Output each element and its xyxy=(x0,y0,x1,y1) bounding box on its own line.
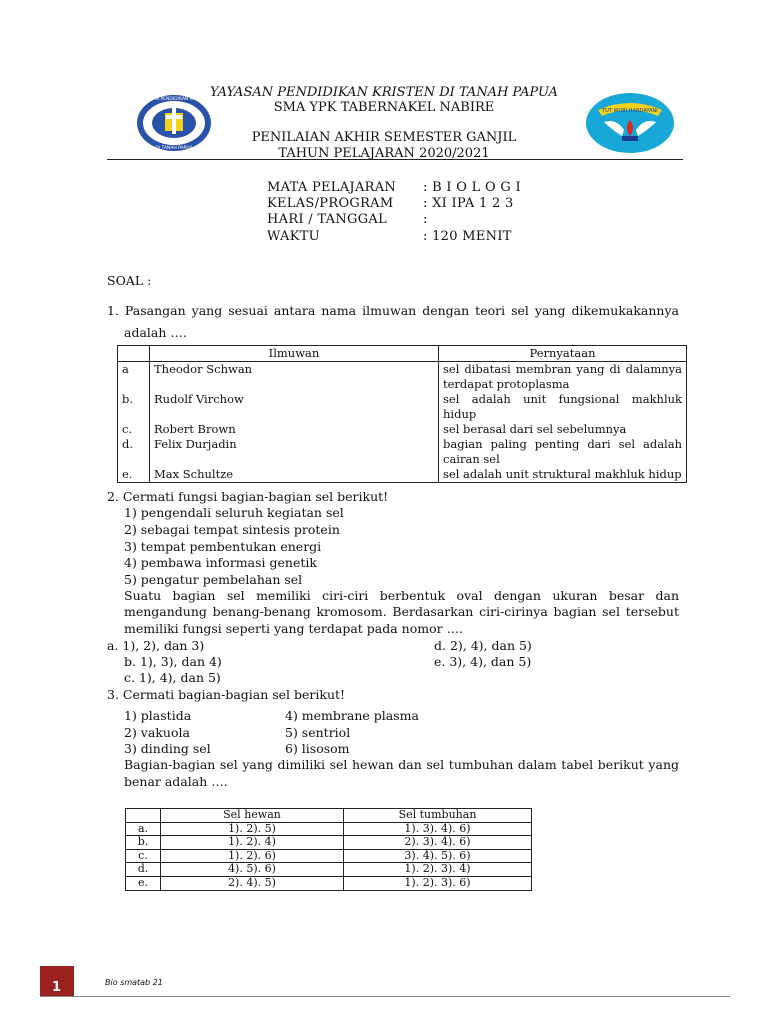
table-row: e. 2). 4). 5) 1). 2). 3). 6) xyxy=(126,876,532,890)
q3-item: 5) sentriol xyxy=(285,725,351,740)
q2-item: 5) pengatur pembelahan sel xyxy=(124,572,303,587)
col-sel-hewan: Sel hewan xyxy=(161,809,344,823)
info-class: KELAS/PROGRAM : XI IPA 1 2 3 xyxy=(267,196,514,211)
page-number: 1 xyxy=(52,980,62,995)
exam-title: PENILAIAN AKHIR SEMESTER GANJIL xyxy=(251,130,517,145)
foundation-name: YAYASAN PENDIDIKAN KRISTEN DI TANAH PAPUA xyxy=(210,85,558,100)
soal-label: SOAL : xyxy=(107,273,152,288)
q2-option-d: d. 2), 4), dan 5) xyxy=(434,638,532,653)
svg-text:YAYASAN PENDIDIKAN KRISTEN: YAYASAN PENDIDIKAN KRISTEN xyxy=(139,97,209,102)
info-date: HARI / TANGGAL : xyxy=(267,212,428,227)
q2-option-a: a. 1), 2), dan 3) xyxy=(107,638,205,653)
q3-item: 1) plastida xyxy=(124,708,192,723)
q2-option-c: c. 1), 4), dan 5) xyxy=(124,670,221,685)
table-row: a. 1). 2). 5) 1). 3). 4). 6) xyxy=(126,822,532,836)
col-ilmuwan: Ilmuwan xyxy=(150,346,439,362)
q3-paragraph-line1: Bagian-bagian sel yang dimiliki sel hewan dan sel tumbuhan dalam tabel berikut yang xyxy=(124,757,679,772)
q2-item: 1) pengendali seluruh kegiatan sel xyxy=(124,505,344,520)
info-time: WAKTU : 120 MENIT xyxy=(267,229,512,244)
table-header xyxy=(126,809,532,823)
q3-item: 6) lisosom xyxy=(285,741,350,756)
q1-text-line1: 1. Pasangan yang sesuai antara nama ilmuwan dengan teori sel yang dikemukakannya xyxy=(107,303,679,318)
q2-item: 2) sebagai tempat sintesis protein xyxy=(124,522,340,537)
q3-intro: 3. Cermati bagian-bagian sel berikut! xyxy=(107,687,346,702)
q2-paragraph-line2: mengandung benang-benang kromosom. Berdasarkan ciri-cirinya bagian sel tersebut xyxy=(124,604,679,619)
table-row: c. Robert Brown sel berasal dari sel sebelumnya xyxy=(118,422,687,437)
q2-paragraph-line1: Suatu bagian sel memiliki ciri-ciri berbentuk oval dengan ukuran besar dan xyxy=(124,588,679,603)
col-pernyataan: Pernyataan xyxy=(439,346,687,362)
q3-item: 4) membrane plasma xyxy=(285,708,419,723)
q2-item: 3) tempat pembentukan energi xyxy=(124,539,322,554)
svg-text:TUT WURI HANDAYANI: TUT WURI HANDAYANI xyxy=(602,108,658,114)
table-row: a Theodor Schwan sel dibatasi membran yang di dalamnya terdapat protoplasma xyxy=(118,362,687,393)
table-row: d. 4). 5). 6) 1). 2). 3). 4) xyxy=(126,863,532,877)
svg-text:DI TANAH PAPUA: DI TANAH PAPUA xyxy=(155,146,193,151)
q1-text-line2: adalah …. xyxy=(124,325,187,340)
q2-paragraph-line3: memiliki fungsi seperti yang terdapat pada nomor …. xyxy=(124,621,464,636)
q2-intro: 2. Cermati fungsi bagian-bagian sel berikut! xyxy=(107,489,389,504)
q2-item: 4) pembawa informasi genetik xyxy=(124,555,317,570)
q3-item: 2) vakuola xyxy=(124,725,190,740)
q2-option-e: e. 3), 4), dan 5) xyxy=(434,654,532,669)
school-name: SMA YPK TABERNAKEL NABIRE xyxy=(273,100,495,115)
q1-table xyxy=(117,345,687,483)
q3-item: 3) dinding sel xyxy=(124,741,211,756)
table-row: e. Max Schultze sel adalah unit struktural makhluk hidup xyxy=(118,467,687,483)
academic-year: TAHUN PELAJARAN 2020/2021 xyxy=(278,146,490,161)
q3-table xyxy=(125,808,532,891)
q2-option-b: b. 1), 3), dan 4) xyxy=(124,654,222,669)
col-sel-tumbuhan: Sel tumbuhan xyxy=(344,809,532,823)
table-row: c. 1). 2). 6) 3). 4). 5). 6) xyxy=(126,849,532,863)
table-row: d. Felix Durjadin bagian paling penting dari sel adalah cairan sel xyxy=(118,437,687,467)
table-header xyxy=(118,346,687,362)
header-divider xyxy=(107,159,683,160)
table-row: b. 1). 2). 4) 2). 3). 4). 6) xyxy=(126,836,532,850)
info-subject: MATA PELAJARAN : B I O L O G I xyxy=(267,180,521,195)
table-row: b. Rudolf Virchow sel adalah unit fungsional makhluk hidup xyxy=(118,392,687,422)
footer-text: Bio smatab 21 xyxy=(105,978,163,987)
footer-divider xyxy=(40,996,730,997)
q3-paragraph-line2: benar adalah …. xyxy=(124,774,228,789)
